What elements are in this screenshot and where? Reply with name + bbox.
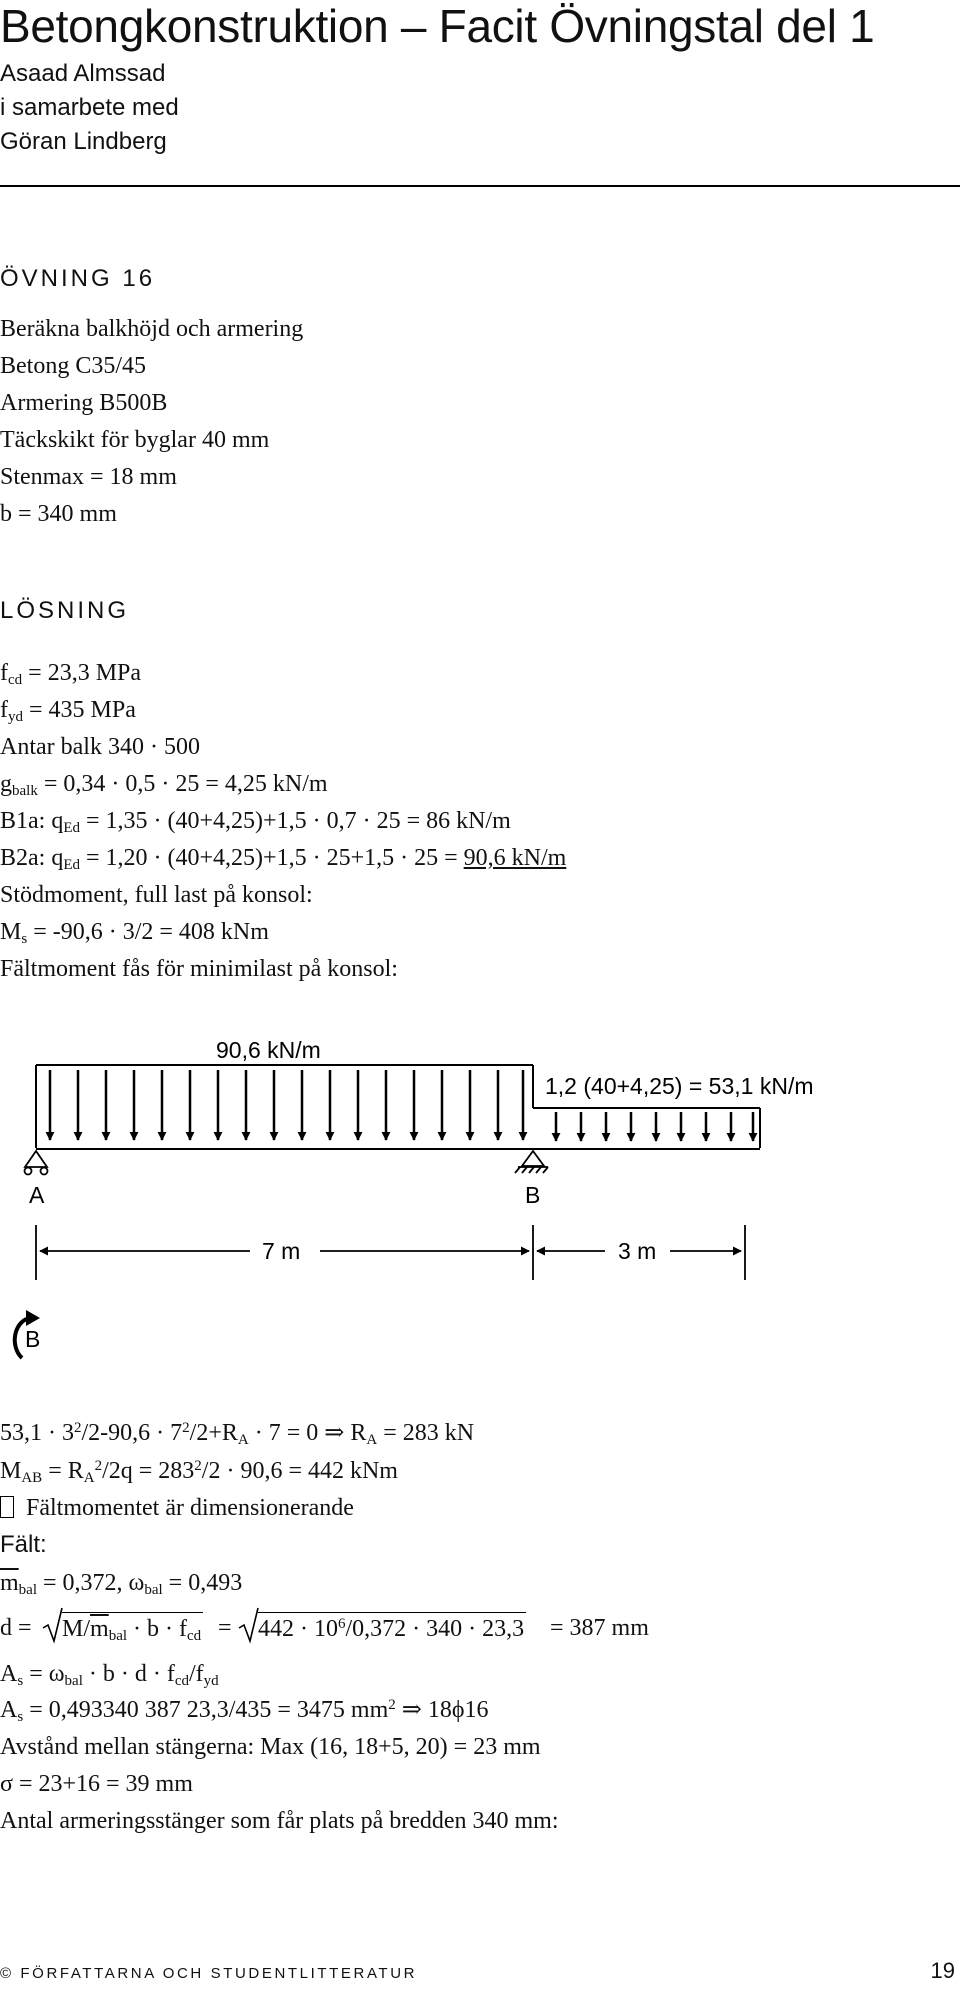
depth-equation: d = $M/\overline{m}_{bal} \cdot b \cdot f_{cd}$ = $442 \cdot 10^6/0,372 \cdot 340 \cdot 23,3$ = 387 mm bbox=[0, 1612, 32, 1652]
moment-label: B bbox=[25, 1326, 41, 1352]
assumed-beam-line: Antar balk 340 · 500 bbox=[0, 734, 200, 760]
b2a-result: 90,6 kN/m bbox=[463, 845, 567, 871]
page-number: 19 bbox=[930, 1958, 955, 1983]
span-moment-intro: Fältmoment fås för minimilast på konsol: bbox=[0, 956, 398, 982]
exercise-line: Armering B500B bbox=[0, 390, 168, 416]
span-main-label: 7 m bbox=[262, 1238, 301, 1264]
support-b-label: B bbox=[525, 1182, 541, 1208]
exercise-heading: ÖVNING 16 bbox=[0, 265, 156, 292]
main-load-block bbox=[36, 1065, 533, 1148]
support-a-roller bbox=[25, 1151, 48, 1175]
support-a-label: A bbox=[29, 1182, 45, 1208]
author-line: Asaad Almssad bbox=[0, 60, 166, 87]
equilibrium-equation: $53,1 \cdot 3^2/2-90,6 \cdot 7^2/2+R_A \cdot 7 = 0$ ⇒ $R_A = 283$ kN bbox=[0, 1420, 475, 1448]
main-load-arrows bbox=[50, 1070, 523, 1140]
checkbox-glyph-icon bbox=[0, 1496, 14, 1518]
exercise-line: Stenmax = 18 mm bbox=[0, 464, 177, 490]
load-case-b2a: B2a: $q_{Ed} = 1,20 \cdot (40+4,25)+1,5 \cdot 25+1,5 \cdot 25 = 90,6$ kN/m bbox=[0, 845, 567, 873]
support-moment-line: $M_s = -90,6 \cdot 3/2 = 408$ kNm bbox=[0, 919, 269, 947]
dimensioning-note: Fältmomentet är dimensionerande bbox=[0, 1492, 354, 1524]
fyd-line: $f_{yd} = 435$ MPa bbox=[0, 697, 136, 725]
support-b-pin bbox=[515, 1151, 548, 1173]
solution-heading: LÖSNING bbox=[0, 597, 130, 624]
exercise-line: Täckskikt för byglar 40 mm bbox=[0, 427, 270, 453]
cantilever-load-block bbox=[533, 1108, 760, 1148]
bar-spacing-line: Avstånd mellan stängerna: Max (16, 18+5, 20) = 23 mm bbox=[0, 1734, 541, 1760]
sqrt-operand-2: $442 \cdot 10^6/0,372 \cdot 340 \cdot 23,3$ bbox=[258, 1612, 526, 1645]
load-case-b1a: B1a: $q_{Ed} = 1,35 \cdot (40+4,25)+1,5 \cdot 0,7 \cdot 25 = 86$ kN/m bbox=[0, 808, 511, 836]
author-line: Göran Lindberg bbox=[0, 128, 167, 155]
exercise-line: b = 340 mm bbox=[0, 501, 117, 527]
beam-load-diagram bbox=[0, 1020, 960, 1370]
sqrt-sign-icon bbox=[42, 1606, 64, 1644]
span-cantilever-label: 3 m bbox=[618, 1238, 657, 1264]
cantilever-load-label: 1,2 (40+4,25) = 53,1 kN/m bbox=[545, 1073, 814, 1099]
exercise-line: Beräkna balkhöjd och armering bbox=[0, 316, 304, 342]
exercise-line: Betong C35/45 bbox=[0, 353, 147, 379]
header-rule bbox=[0, 185, 960, 187]
author-line: i samarbete med bbox=[0, 94, 179, 121]
document-title: Betongkonstruktion – Facit Övningstal del 1 bbox=[0, 0, 875, 52]
mbal-line: $\overline{m}_{bal} = 0,372$, $\omega_{bal} = 0,493$ bbox=[0, 1570, 243, 1598]
self-weight-line: $g_{balk} = 0,34 \cdot 0,5 \cdot 25 = 4,25$ kN/m bbox=[0, 771, 328, 799]
field-heading: Fält: bbox=[0, 1531, 47, 1558]
span-moment-equation: $M_{AB} = R_A^2/2q = 283^2/2 \cdot 90,6 = 442$ kNm bbox=[0, 1458, 398, 1486]
as-formula: $A_s = \omega_{bal} \cdot b \cdot d \cdot f_{cd}/f_{yd}$ bbox=[0, 1661, 219, 1689]
footer-copyright: © FÖRFATTARNA OCH STUDENTLITTERATUR bbox=[0, 1965, 418, 1982]
cantilever-load-arrows bbox=[556, 1112, 753, 1141]
as-value: $A_s = 0,493340$ 387 23,3/435 = 3475 $mm^2$ ⇒ 18ϕ16 bbox=[0, 1697, 489, 1725]
main-load-label: 90,6 kN/m bbox=[216, 1037, 321, 1063]
bar-count-line: Antal armeringsstänger som får plats på bredden 340 mm: bbox=[0, 1808, 559, 1834]
sqrt-operand-1: $M/\overline{m}_{bal} \cdot b \cdot f_{cd}$ bbox=[62, 1612, 203, 1645]
sqrt-sign-icon bbox=[238, 1606, 260, 1644]
support-moment-heading: Stödmoment, full last på konsol: bbox=[0, 882, 313, 908]
fcd-line: $f_{cd} = 23,3$ MPa bbox=[0, 660, 142, 688]
sigma-line: σ = 23+16 = 39 mm bbox=[0, 1771, 193, 1797]
